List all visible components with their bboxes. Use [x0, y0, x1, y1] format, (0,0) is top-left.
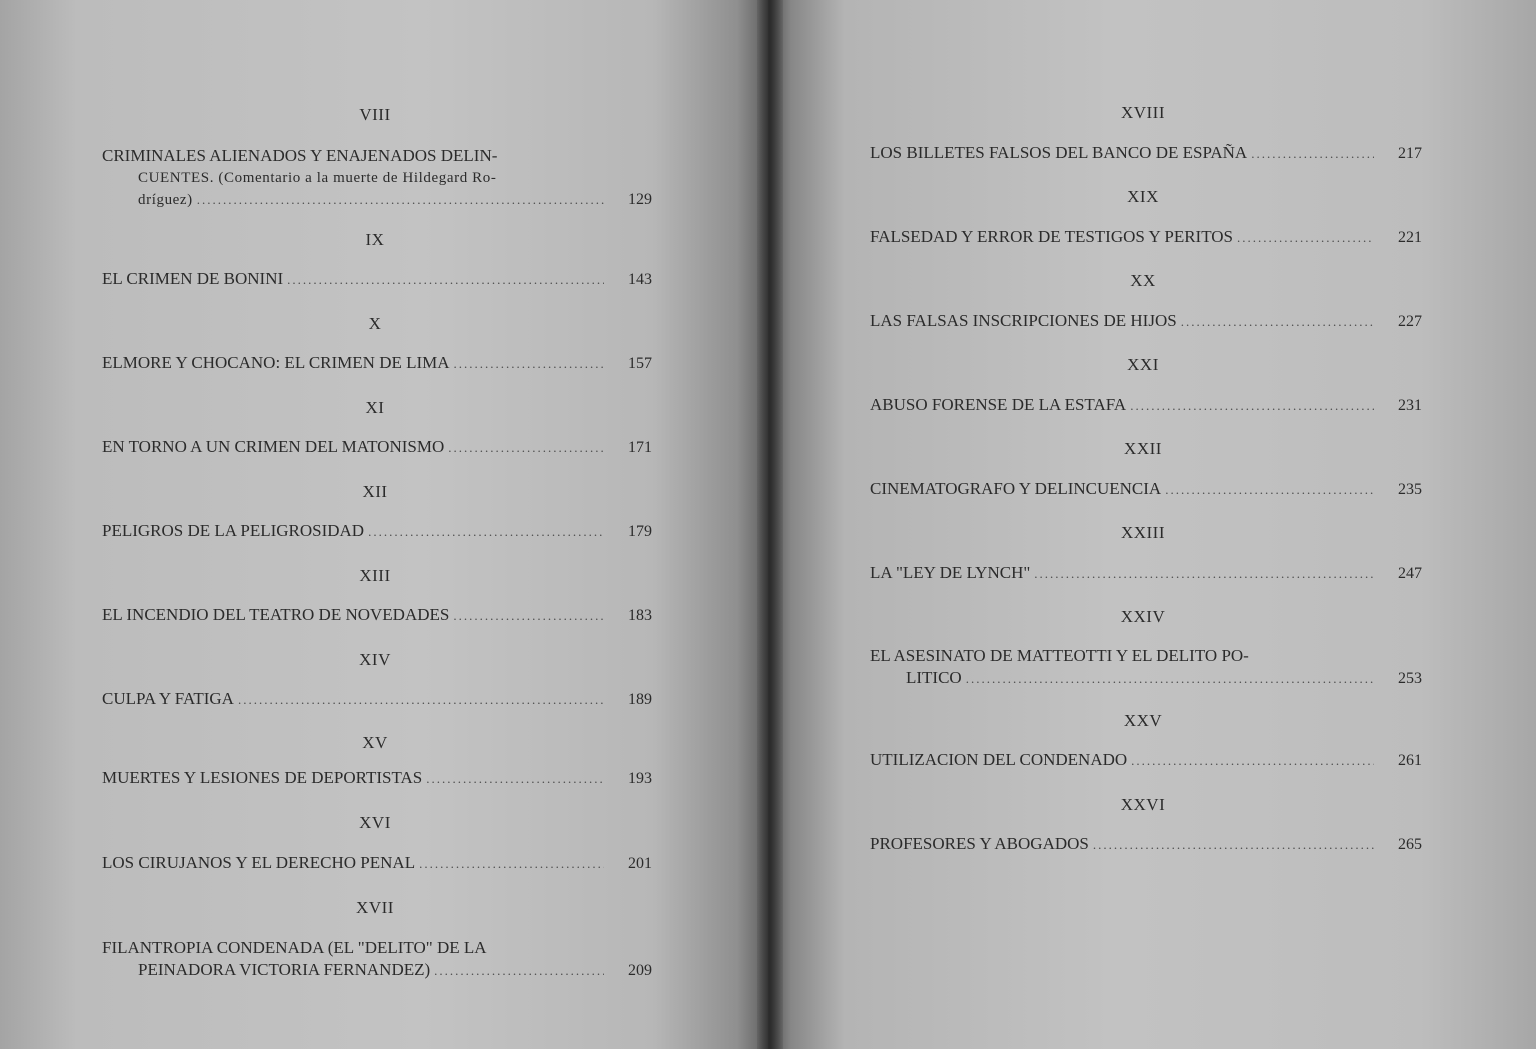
leader-dots — [966, 668, 1374, 690]
leader-dots — [454, 353, 604, 375]
toc-entry[interactable] — [870, 394, 1422, 416]
chapter-numeral: XXII — [1124, 439, 1162, 458]
page-number: 265 — [1398, 836, 1422, 853]
chapter-numeral: XV — [362, 733, 388, 752]
chapter-numeral: XXV — [1123, 711, 1163, 730]
page-number: 231 — [1398, 397, 1422, 414]
chapter-numeral: XXI — [1127, 355, 1159, 374]
leader-dots — [1093, 834, 1374, 856]
chapter-numeral: XXIII — [1120, 523, 1166, 542]
toc-entry-title: EN TORNO A UN CRIMEN DEL MATONISMO — [102, 437, 445, 456]
leader-dots — [197, 189, 604, 211]
toc-entry-title: ABUSO FORENSE DE LA ESTAFA — [870, 395, 1127, 414]
page-number: 183 — [628, 607, 652, 624]
leader-dots — [1034, 563, 1374, 585]
leader-dots — [1165, 479, 1374, 501]
toc-entry-title: EL CRIMEN DE BONINI — [102, 269, 284, 288]
page-number: 209 — [628, 962, 652, 979]
page-number: 201 — [628, 855, 652, 872]
chapter-numeral: XIX — [1127, 187, 1159, 206]
leader-dots — [368, 521, 604, 543]
toc-entry[interactable] — [870, 226, 1422, 248]
toc-entry-title: PROFESORES Y ABOGADOS — [870, 834, 1089, 853]
toc-entry-title-line: FILANTROPIA CONDENADA (EL "DELITO" DE LA — [102, 938, 487, 957]
chapter-numeral: XVI — [359, 813, 391, 832]
toc-entry[interactable] — [870, 749, 1422, 771]
toc-entry-title-line: CRIMINALES ALIENADOS Y ENAJENADOS DELIN- — [102, 146, 498, 165]
page-number: 157 — [628, 355, 652, 372]
toc-entry-title: LAS FALSAS INSCRIPCIONES DE HIJOS — [870, 311, 1177, 330]
leader-dots — [426, 768, 604, 790]
page-number: 189 — [628, 691, 652, 708]
toc-entry-title-line: dríguez) — [138, 192, 193, 208]
toc-entry[interactable] — [870, 478, 1422, 500]
leader-dots — [238, 689, 604, 711]
toc-entry[interactable] — [870, 645, 1422, 689]
chapter-numeral: XIII — [359, 566, 391, 585]
page-number: 247 — [1398, 565, 1422, 582]
toc-entry[interactable] — [102, 688, 652, 710]
leader-dots — [287, 269, 604, 291]
leader-dots — [1130, 395, 1374, 417]
page-number: 261 — [1398, 752, 1422, 769]
leader-dots — [1131, 750, 1374, 772]
chapter-numeral: XII — [362, 482, 388, 501]
chapter-numeral: IX — [365, 230, 385, 249]
toc-entry[interactable] — [102, 352, 652, 374]
toc-entry-title: LA "LEY DE LYNCH" — [870, 563, 1031, 582]
page-number: 143 — [628, 271, 652, 288]
toc-entry[interactable] — [102, 520, 652, 542]
chapter-numeral: XVII — [356, 898, 394, 917]
toc-entry-title: FALSEDAD Y ERROR DE TESTIGOS Y PERITOS — [870, 227, 1234, 246]
toc-entry-title: MUERTES Y LESIONES DE DEPORTISTAS — [102, 768, 423, 787]
toc-entry-title-line: LITICO — [906, 668, 962, 687]
toc-entry-title-line: EL ASESINATO DE MATTEOTTI Y EL DELITO PO- — [870, 646, 1249, 665]
leader-dots — [419, 853, 604, 875]
page-number: 235 — [1398, 481, 1422, 498]
toc-entry[interactable] — [102, 268, 652, 290]
toc-entry[interactable] — [102, 145, 652, 211]
toc-entry-title: PELIGROS DE LA PELIGROSIDAD — [102, 521, 365, 540]
toc-entry-title: CULPA Y FATIGA — [102, 689, 234, 708]
chapter-numeral: VIII — [359, 105, 391, 124]
toc-entry-title-line: CUENTES. (Comentario a la muerte de Hildegard Ro- — [138, 170, 497, 186]
toc-entry[interactable] — [870, 562, 1422, 584]
page-number: 193 — [628, 770, 652, 787]
toc-entry[interactable] — [102, 604, 652, 626]
chapter-numeral: XXIV — [1120, 607, 1166, 626]
chapter-numeral: XIV — [359, 650, 391, 669]
page-number: 227 — [1398, 313, 1422, 330]
page-number: 171 — [628, 439, 652, 456]
toc-entry[interactable] — [870, 310, 1422, 332]
page-number: 221 — [1398, 229, 1422, 246]
toc-entry[interactable] — [870, 142, 1422, 164]
leader-dots — [453, 605, 604, 627]
toc-entry-title: UTILIZACION DEL CONDENADO — [870, 750, 1128, 769]
leader-dots — [1237, 227, 1374, 249]
page-number: 179 — [628, 523, 652, 540]
toc-entry-title-line: PEINADORA VICTORIA FERNANDEZ) — [138, 960, 431, 979]
toc-entry-title: CINEMATOGRAFO Y DELINCUENCIA — [870, 479, 1162, 498]
leader-dots — [448, 437, 604, 459]
toc-entry-title: LOS CIRUJANOS Y EL DERECHO PENAL — [102, 853, 416, 872]
toc-entry-title: ELMORE Y CHOCANO: EL CRIMEN DE LIMA — [102, 353, 450, 372]
leader-dots — [1251, 143, 1374, 165]
book-gutter — [757, 0, 783, 1049]
toc-entry-title: LOS BILLETES FALSOS DEL BANCO DE ESPAÑA — [870, 143, 1248, 162]
page-number: 253 — [1398, 670, 1422, 687]
page-number: 217 — [1398, 145, 1422, 162]
toc-entry-title: EL INCENDIO DEL TEATRO DE NOVEDADES — [102, 605, 450, 624]
chapter-numeral: X — [368, 314, 382, 333]
toc-entry[interactable] — [102, 937, 652, 981]
chapter-numeral: XXVI — [1120, 795, 1166, 814]
leader-dots — [1181, 311, 1374, 333]
toc-entry[interactable] — [102, 767, 652, 789]
toc-entry[interactable] — [870, 833, 1422, 855]
chapter-numeral: XVIII — [1120, 103, 1166, 122]
page-number: 129 — [628, 191, 652, 208]
chapter-numeral: XI — [365, 398, 385, 417]
toc-entry[interactable] — [102, 852, 652, 874]
toc-entry[interactable] — [102, 436, 652, 458]
chapter-numeral: XX — [1130, 271, 1156, 290]
leader-dots — [434, 960, 604, 982]
